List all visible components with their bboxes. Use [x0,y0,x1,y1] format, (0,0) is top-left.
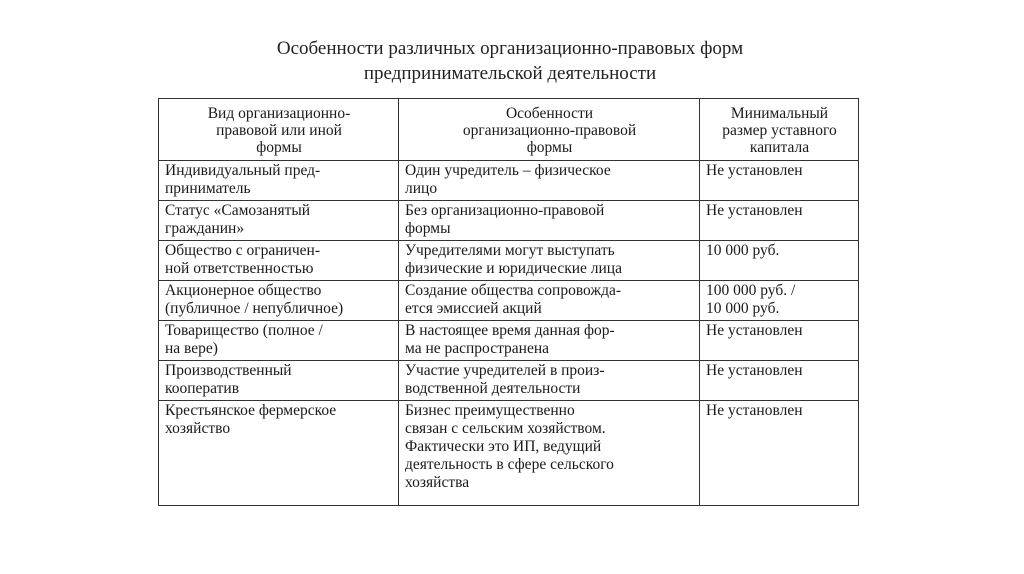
cell-line: Крестьянское фермерское [165,402,337,419]
cell-form [159,361,399,401]
cell-line: ется эмиссией акций [405,300,542,317]
cell-line: ма не распространена [405,340,550,357]
legal-forms-table [158,98,859,506]
table-row [159,281,859,321]
cell-line: Бизнес преимущественно [405,402,575,419]
cell-features [399,201,700,241]
cell-features [399,321,700,361]
cell-line: связан с сельским хозяйством. [405,420,606,437]
header-line: правовой или иной [216,121,342,139]
header-line: Вид организационно- [207,104,351,122]
cell-line: формы [405,220,451,237]
cell-features [399,401,700,506]
header-line: капитала [749,138,810,156]
cell-line: Товарищество (полное / [165,322,323,339]
cell-line: водственной деятельности [405,380,581,397]
cell-form [159,241,399,281]
table-row [159,201,859,241]
cell-line: лицо [405,180,438,197]
cell-line: кооператив [165,380,240,397]
header-line: формы [256,138,302,156]
header-line: Минимальный [730,104,829,122]
cell-line: 100 000 руб. / [706,282,796,299]
cell-line: хозяйство [165,420,231,437]
cell-line: Один учредитель – физическое [405,162,611,179]
cell-form [159,321,399,361]
table-header-row [159,99,859,161]
header-line: организационно-правовой [462,121,637,139]
page-title-line-1: Особенности различных организационно-правовых форм [276,38,744,59]
cell-line: хозяйства [405,474,470,491]
header-features [399,99,700,161]
cell-line: (публичное / непубличное) [165,300,344,317]
cell-line: Без организационно-правовой [405,202,605,219]
cell-features [399,361,700,401]
cell-line: Статус «Самозанятый [165,202,311,219]
cell-line: Производственный [165,362,292,379]
cell-line: Не установлен [706,402,803,419]
table-row [159,401,859,506]
cell-line: Не установлен [706,362,803,379]
cell-line: 10 000 руб. [706,242,780,259]
cell-line: на вере) [165,340,218,357]
cell-line: Акционерное общество [165,282,322,299]
cell-capital [700,241,859,281]
cell-line: физические и юридические лица [405,260,622,277]
table-row [159,161,859,201]
header-line: размер уставного [722,121,837,139]
cell-line: Учредителями могут выступать [405,242,615,259]
cell-line: Создание общества сопровожда- [405,282,622,299]
header-line: формы [526,138,573,156]
cell-line: Общество с ограничен- [165,242,320,259]
page-title-line-2: предпринимательской деятельности [363,63,657,84]
cell-line: 10 000 руб. [706,300,780,317]
cell-line: деятельность в сфере сельского [405,456,614,473]
cell-capital [700,201,859,241]
cell-line: приниматель [165,180,251,197]
header-line: Особенности [505,104,594,122]
cell-capital [700,321,859,361]
cell-line: гражданин» [165,220,245,237]
cell-form [159,401,399,506]
table-row [159,321,859,361]
cell-capital [700,361,859,401]
page-title [160,36,860,86]
cell-line: ной ответственностью [165,260,314,277]
cell-line: Не установлен [706,322,803,339]
cell-line: Индивидуальный пред- [165,162,321,179]
header-min-capital [700,99,859,161]
table-row [159,361,859,401]
cell-line: Участие учредителей в произ- [405,362,605,379]
header-form-type [159,99,399,161]
cell-form [159,281,399,321]
table-row [159,241,859,281]
cell-line: Не установлен [706,162,803,179]
cell-features [399,281,700,321]
cell-form [159,201,399,241]
cell-line: Не установлен [706,202,803,219]
cell-line: В настоящее время данная фор- [405,322,615,339]
cell-capital [700,161,859,201]
cell-line: Фактически это ИП, ведущий [405,438,602,455]
cell-capital [700,401,859,506]
cell-capital [700,281,859,321]
cell-form [159,161,399,201]
cell-features [399,161,700,201]
cell-features [399,241,700,281]
